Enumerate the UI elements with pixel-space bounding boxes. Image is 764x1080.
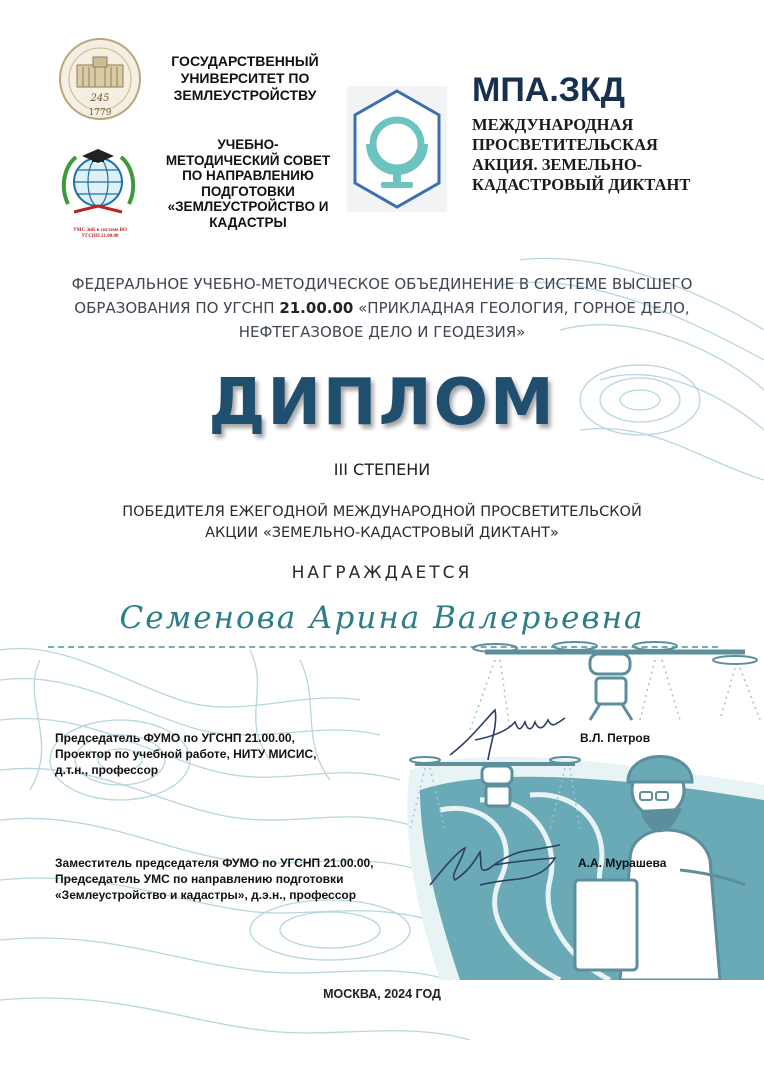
council-seal-caption — [60, 228, 140, 240]
mpa-subtitle-line: ПРОСВЕТИТЕЛЬСКАЯ — [472, 135, 658, 154]
signatory-line: Председатель УМС по направлению подготовки — [55, 872, 344, 886]
signatory-1-name: В.Л. Петров — [580, 731, 651, 745]
winner-description — [60, 502, 704, 544]
university-name-line: ГОСУДАРСТВЕННЫЙ — [171, 53, 319, 69]
mpa-subtitle-line: МЕЖДУНАРОДНАЯ — [472, 115, 634, 134]
university-seal-logo — [55, 37, 145, 122]
awarded-label: НАГРАЖДАЕТСЯ — [291, 563, 473, 583]
seal-number: 245 — [90, 93, 110, 104]
seal-caption-line: УМС ЗиК в системе ВО — [73, 228, 127, 233]
mpa-subtitle-line: АКЦИЯ. ЗЕМЕЛЬНО- — [472, 155, 643, 174]
council-name — [148, 137, 348, 230]
signatory-line: д.т.н., профессор — [55, 763, 159, 777]
signature-2-image — [420, 830, 580, 900]
signatory-2-name: А.А. Мурашева — [578, 856, 667, 870]
signatory-line: Проектор по учебной работе, НИТУ МИСИС, — [55, 747, 317, 761]
university-name — [150, 53, 340, 104]
council-globe-logo — [56, 142, 141, 227]
council-name-line: ПО НАПРАВЛЕНИЮ — [182, 168, 314, 183]
seal-caption-line: УГСНП 21.00.00 — [81, 234, 119, 239]
federal-line-prefix: ОБРАЗОВАНИЯ ПО УГСНП — [74, 299, 280, 317]
seal-year: 1779 — [88, 108, 112, 118]
council-name-line: «ЗЕМЛЕУСТРОЙСТВО И — [167, 199, 329, 214]
federal-line — [40, 296, 724, 320]
mpa-globe-logo — [347, 86, 447, 212]
signatory-1-title — [55, 730, 385, 778]
diploma-title: ДИПЛОМ — [208, 366, 556, 440]
signatory-line: Заместитель председателя ФУМО по УГСНП 21.00.00, — [55, 856, 374, 870]
recipient-name: Семенова Арина Валерьевна — [119, 600, 645, 636]
mpa-title: МПА.ЗКД — [472, 71, 626, 109]
university-name-line: ЗЕМЛЕУСТРОЙСТВУ — [173, 87, 317, 103]
mpa-subtitle — [472, 115, 742, 195]
winner-line: ПОБЕДИТЕЛЯ ЕЖЕГОДНОЙ МЕЖДУНАРОДНОЙ ПРОСВЕТИТЕЛЬСКОЙ — [122, 504, 642, 520]
mpa-subtitle-line: КАДАСТРОВЫЙ ДИКТАНТ — [472, 175, 691, 194]
federal-association-text — [40, 272, 724, 344]
drone-surveyor-illustration — [400, 640, 764, 980]
place-year: МОСКВА, 2024 ГОД — [323, 987, 441, 1001]
federal-line: ФЕДЕРАЛЬНОЕ УЧЕБНО-МЕТОДИЧЕСКОЕ ОБЪЕДИНЕНИЕ В СИСТЕМЕ ВЫСШЕГО — [71, 275, 693, 293]
signatory-line: Председатель ФУМО по УГСНП 21.00.00, — [55, 731, 295, 745]
winner-line: АКЦИИ «ЗЕМЕЛЬНО-КАДАСТРОВЫЙ ДИКТАНТ» — [205, 525, 559, 541]
signatory-line: «Землеустройство и кадастры», д.э.н., профессор — [55, 888, 357, 902]
diploma-degree: III СТЕПЕНИ — [333, 460, 431, 479]
federal-code: 21.00.00 — [279, 299, 354, 317]
signature-1-image — [440, 700, 570, 770]
council-name-line: УЧЕБНО- — [217, 137, 279, 152]
university-name-line: УНИВЕРСИТЕТ ПО — [180, 70, 310, 86]
signatory-2-title — [55, 855, 435, 903]
council-name-line: ПОДГОТОВКИ — [201, 183, 295, 199]
federal-line: НЕФТЕГАЗОВОЕ ДЕЛО И ГЕОДЕЗИЯ» — [238, 323, 526, 341]
council-name-line: КАДАСТРЫ — [209, 214, 287, 230]
council-name-line: МЕТОДИЧЕСКИЙ СОВЕТ — [165, 152, 331, 168]
federal-line-suffix: «ПРИКЛАДНАЯ ГЕОЛОГИЯ, ГОРНОЕ ДЕЛО, — [353, 299, 690, 317]
